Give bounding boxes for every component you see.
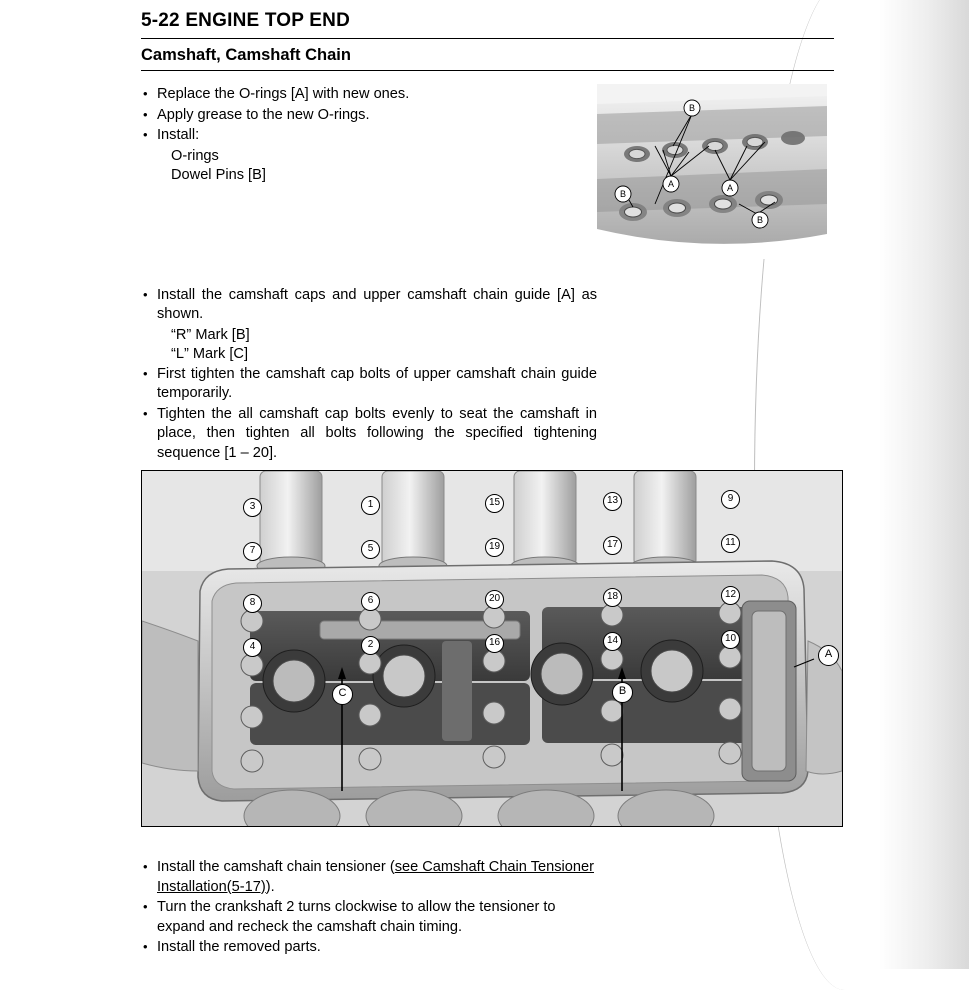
bolt-sequence-tag: 2 bbox=[361, 636, 380, 655]
top-photo-illustration bbox=[597, 84, 827, 259]
list-subitem: Dowel Pins [B] bbox=[171, 167, 266, 183]
bolt-sequence-tag: 19 bbox=[485, 538, 504, 557]
bolt-sequence-tag: 10 bbox=[721, 630, 740, 649]
bolt-sequence-tag: 20 bbox=[485, 590, 504, 609]
mid-step-list bbox=[141, 286, 841, 488]
list-subitem: “R” Mark [B] bbox=[171, 326, 250, 343]
cylinder-head-oring-dowel-photo bbox=[597, 84, 827, 259]
bolt-sequence-tag: 12 bbox=[721, 586, 740, 605]
callout-b: B bbox=[612, 682, 633, 703]
list-item: • Replace the O-rings [A] with new ones. bbox=[141, 85, 571, 105]
page-header bbox=[141, 0, 841, 32]
bolt-sequence-tag: 3 bbox=[243, 498, 262, 517]
bolt-sequence-tag: 6 bbox=[361, 592, 380, 611]
callout-a: A bbox=[818, 645, 839, 666]
section-title: Camshaft, Camshaft Chain bbox=[141, 46, 351, 64]
step-text-pre: Install the camshaft chain tensioner ( bbox=[157, 859, 395, 875]
page-title: ENGINE TOP END bbox=[185, 10, 351, 31]
section-rule bbox=[141, 70, 834, 71]
list-item: • Install the removed parts. bbox=[141, 938, 597, 958]
step-text-post: ). bbox=[265, 878, 275, 895]
list-item: • Apply grease to the new O-rings. bbox=[141, 106, 571, 126]
camshaft-cap-bolt-sequence-photo bbox=[141, 470, 843, 827]
header-rule bbox=[141, 38, 834, 39]
bolt-sequence-tag: 18 bbox=[603, 588, 622, 607]
bolt-sequence-tag: 9 bbox=[721, 490, 740, 509]
svg-text:B: B bbox=[688, 103, 696, 113]
bolt-sequence-tag: 4 bbox=[243, 638, 262, 657]
list-item: • Tighten the all camshaft cap bolts evenly to seat the camshaft in place, then tighten all bolts following the specified tightening sequence [1 – 20]. bbox=[141, 405, 597, 464]
top-step-list bbox=[141, 85, 571, 186]
list-item: • Install: bbox=[141, 126, 571, 146]
bolt-sequence-tag: 13 bbox=[603, 492, 622, 511]
svg-text:B: B bbox=[619, 189, 627, 199]
bolt-sequence-tag: 5 bbox=[361, 540, 380, 559]
list-item: • Turn the crankshaft 2 turns clockwise to allow the tensioner to expand and recheck the camshaft chain timing. bbox=[141, 898, 597, 937]
list-subitem: “L” Mark [C] bbox=[171, 346, 249, 362]
bolt-sequence-tag: 16 bbox=[485, 634, 504, 653]
callout-c: C bbox=[332, 684, 353, 705]
bolt-sequence-tag: 14 bbox=[603, 632, 622, 651]
list-item bbox=[141, 858, 597, 897]
bolt-sequence-tag: 1 bbox=[361, 496, 380, 515]
bolt-sequence-tag: 8 bbox=[243, 594, 262, 613]
bolt-sequence-tag: 15 bbox=[485, 494, 504, 513]
svg-text:B: B bbox=[756, 215, 764, 225]
list-item: • Install the camshaft caps and upper camshaft chain guide [A] as shown. bbox=[141, 286, 597, 325]
svg-text:A: A bbox=[667, 179, 675, 189]
list-item: • First tighten the camshaft cap bolts of upper camshaft chain guide temporarily. bbox=[141, 365, 597, 404]
svg-text:A: A bbox=[726, 183, 734, 193]
bolt-sequence-tag: 7 bbox=[243, 542, 262, 561]
bolt-sequence-tag: 11 bbox=[721, 534, 740, 553]
list-subitem: O-rings bbox=[171, 147, 219, 164]
page-number: 5-22 bbox=[141, 10, 180, 31]
bolt-sequence-tag: 17 bbox=[603, 536, 622, 555]
bottom-step-list bbox=[141, 858, 841, 958]
cross-reference-link[interactable]: see Camshaft Chain Tensioner Installation(5-17) bbox=[157, 859, 594, 895]
